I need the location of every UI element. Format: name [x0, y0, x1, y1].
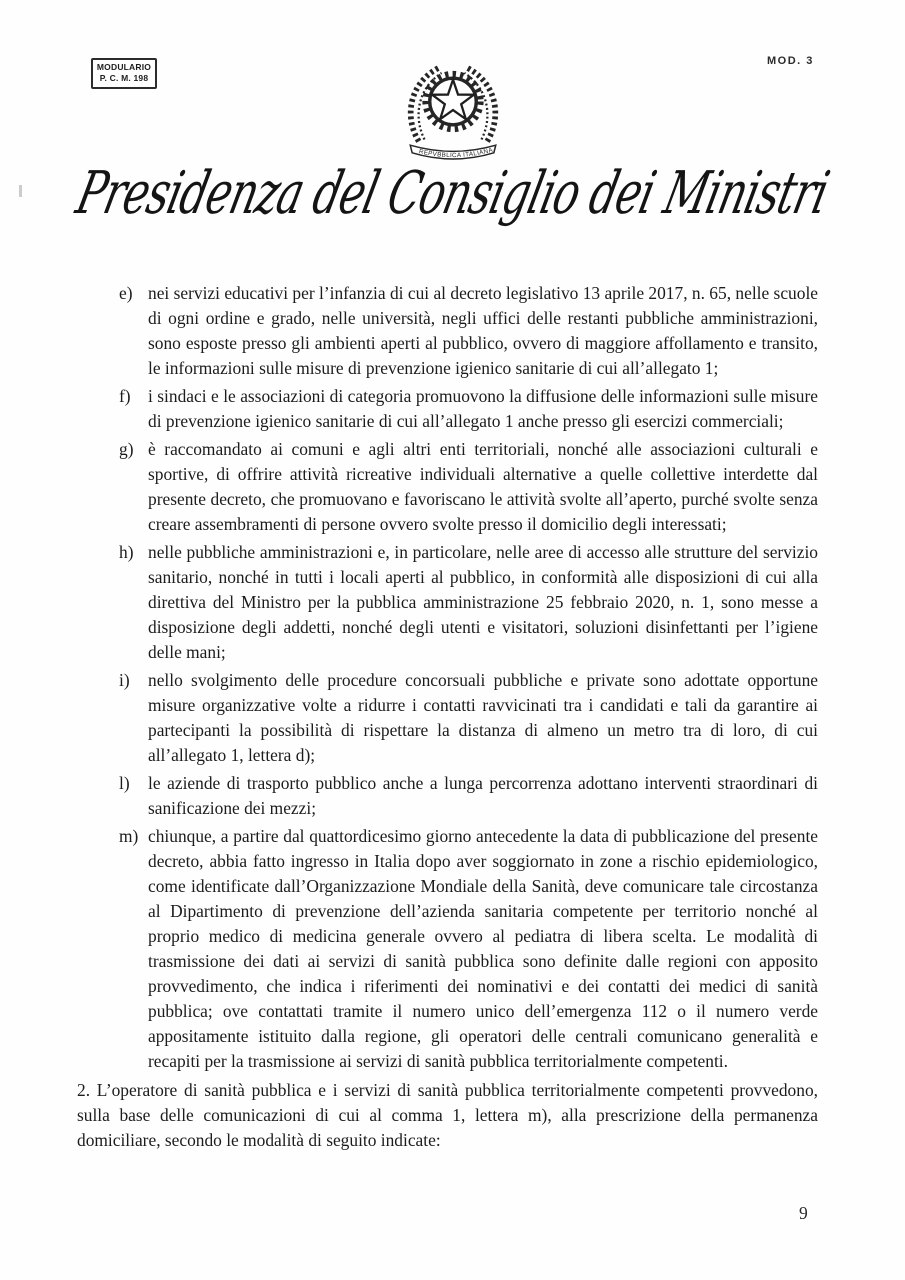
list-item	[77, 384, 818, 434]
banner-text: REPVBBLICA ITALIANA	[417, 146, 494, 160]
list-item-text: nelle pubbliche amministrazioni e, in particolare, nelle aree di accesso alle strutture del servizio sanitario, nonché in tutti i locali aperti al pubblico, in conformità alle disposizioni di cui alla direttiva del Ministro per la pubblica amministrazione 25 febbraio 2020, n. 1, sono messe a disposizione degli addetti, nonché degli utenti e visitatori, soluzioni disinfettanti per l’igiene delle mani;	[148, 542, 818, 662]
list-item-label: g)	[119, 439, 134, 459]
list-item	[77, 824, 818, 1074]
modulario-stamp	[91, 58, 157, 89]
list-item-label: e)	[119, 283, 133, 303]
stamp-line2: P. C. M. 198	[99, 73, 149, 84]
list-item-text: chiunque, a partire dal quattordicesimo giorno antecedente la data di pubblicazione del presente decreto, abbia fatto ingresso in Italia dopo aver soggiornato in zone a rischio epidemiologico, come identificate dall’Organizzazione Mondiale della Sanità, deve comunicare tale circostanza al Dipartimento di prevenzione dell’azienda sanitaria competente per territorio nonché al proprio medico di medicina generale ovvero al pediatra di libera scelta. Le modalità di trasmissione dei dati ai servizi di sanità pubblica sono definite dalle regioni con apposito provvedimento, che indica i riferimenti dei nominativi e dei contatti dei medici di sanità pubblica; ove contattati tramite il numero unico dell’emergenza 112 o il numero verde appositamente istituito dalla regione, gli operatori delle centrali comunicano generalità e recapiti per la trasmissione ai servizi di sanità pubblica territorialmente competenti.	[148, 826, 818, 1071]
list-item-label: h)	[119, 542, 134, 562]
list-item	[77, 540, 818, 665]
list-item	[77, 281, 818, 381]
list-item-label: m)	[119, 826, 139, 846]
decree-list	[77, 281, 818, 1074]
list-item	[77, 668, 818, 768]
italian-republic-emblem-icon	[396, 57, 510, 165]
list-item-label: f)	[119, 386, 131, 406]
list-item-text: nello svolgimento delle procedure concorsuali pubbliche e private sono adottate opportune misure organizzative volte a ridurre i contatti ravvicinati tra i candidati e tali da garantire ai partecipanti la possibilità di rispettare la distanza di almeno un metro tra di loro, di cui all’allegato 1, lettera d);	[148, 670, 818, 765]
closing-paragraph: 2. L’operatore di sanità pubblica e i servizi di sanità pubblica territorialmente competenti provvedono, sulla base delle comunicazioni di cui al comma 1, lettera m), alla prescrizione della permanenza domiciliare, secondo le modalità di seguito indicate:	[77, 1080, 818, 1150]
letterhead-title: Presidenza del Consiglio dei Ministri	[70, 158, 835, 227]
list-item-text: nei servizi educativi per l’infanzia di cui al decreto legislativo 13 aprile 2017, n. 65, nelle scuole di ogni ordine e grado, nelle università, negli uffici delle restanti pubbliche amministrazioni, sono esposte presso gli ambienti aperti al pubblico, ovvero di maggiore affollamento e transito, le informazioni sulle misure di prevenzione igienico sanitarie di cui all’allegato 1;	[148, 283, 818, 378]
list-item-label: l)	[119, 773, 130, 793]
page-number: 9	[799, 1203, 808, 1223]
mod-label: MOD. 3	[767, 55, 814, 67]
list-item-text: i sindaci e le associazioni di categoria promuovono la diffusione delle informazioni sulle misure di prevenzione igienico sanitarie di cui all’allegato 1 anche presso gli esercizi commerciali;	[148, 386, 818, 431]
list-item-text: è raccomandato ai comuni e agli altri enti territoriali, nonché alle associazioni culturali e sportive, di offrire attività ricreative individuali alternative a quelle collettive interdette dal presente decreto, che promuovano e favoriscano le attività svolte all’aperto, purché svolte senza creare assembramenti di persone ovvero svolte presso il domicilio degli interessati;	[148, 439, 818, 534]
list-item	[77, 437, 818, 537]
decree-body	[77, 281, 818, 1153]
list-item-text: le aziende di trasporto pubblico anche a lunga percorrenza adottano interventi straordinari di sanificazione dei mezzi;	[148, 773, 818, 818]
stamp-line1: MODULARIO	[96, 62, 152, 72]
list-item	[77, 771, 818, 821]
list-item-label: i)	[119, 670, 130, 690]
